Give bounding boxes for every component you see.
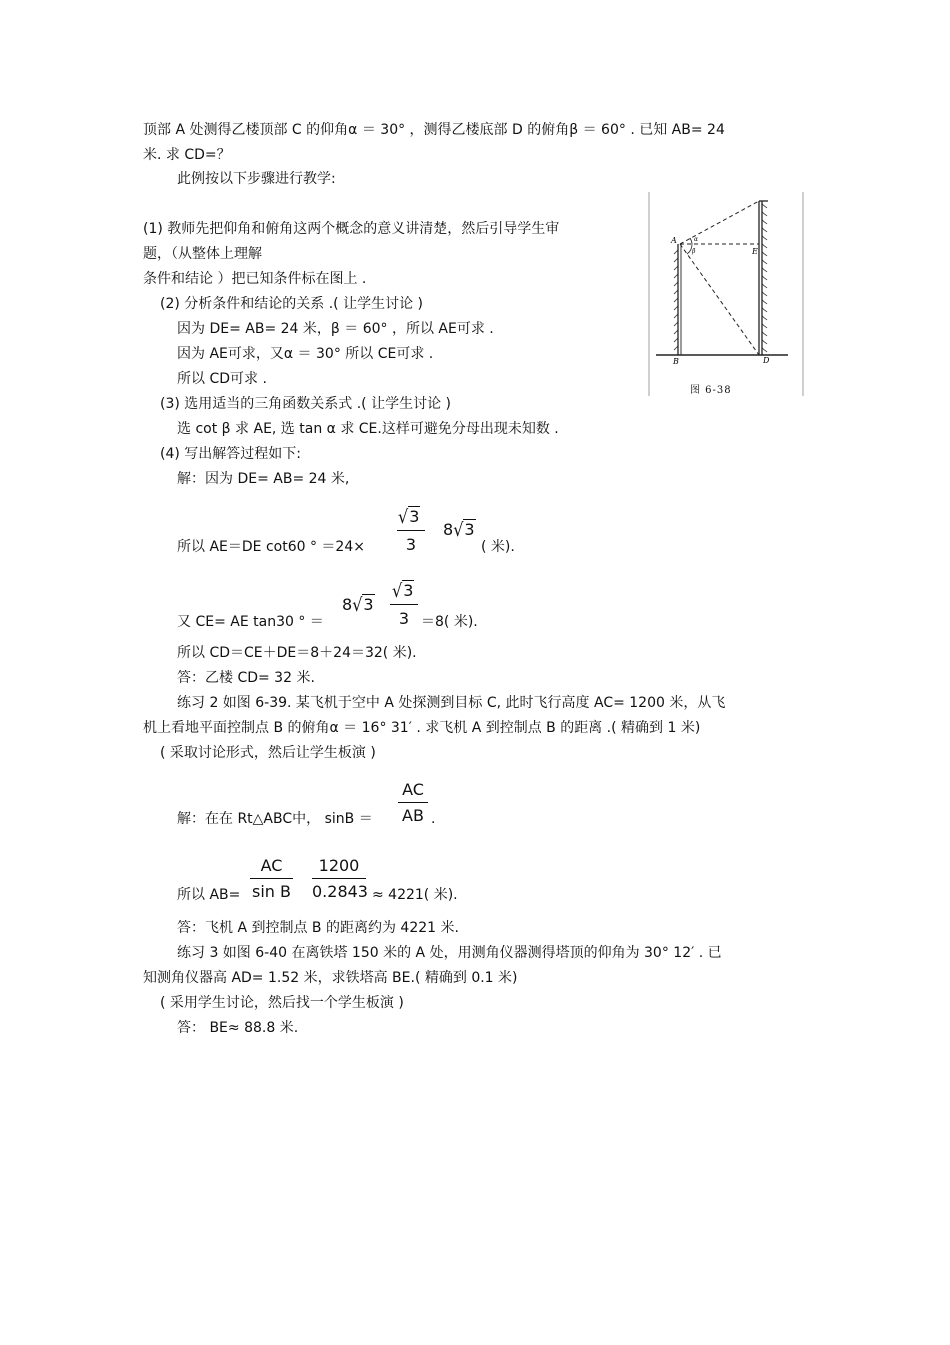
label-a: A xyxy=(671,236,677,245)
exercise-2-answer: 答：飞机 A 到控制点 B 的距离约为 4221 米. xyxy=(177,920,459,936)
ce-fraction-bar xyxy=(390,604,418,605)
solution-answer: 答：乙楼 CD= 32 米. xyxy=(177,670,315,686)
ab-fraction-1-bar xyxy=(250,878,293,879)
sinb-prefix: 解：在在 Rt△ABC中， sinB ＝ xyxy=(177,811,373,827)
intro-line-3: 此例按以下步骤进行教学: xyxy=(177,171,336,187)
ae-fraction-denominator: 3 xyxy=(405,535,417,554)
figure-caption: 图 6-38 xyxy=(690,385,732,396)
ab-fraction-2-denominator: 0.2843 xyxy=(312,882,368,901)
sinb-end: . xyxy=(431,811,436,827)
exercise-3-answer: 答： BE≈ 88.8 米. xyxy=(177,1020,299,1036)
ae-result-radical: 8√3 xyxy=(443,518,475,541)
intro-line-2: 米. 求 CD=？ xyxy=(143,147,231,163)
ae-result-coefficient: 8 xyxy=(443,520,454,539)
exercise-3-line-1: 练习 3 如图 6-40 在离铁塔 150 米的 A 处，用测角仪器测得塔顶的仰角为 30° 12′ . 已 xyxy=(177,945,722,961)
label-b: B xyxy=(673,357,679,366)
label-alpha: α xyxy=(694,236,699,243)
label-e: E xyxy=(752,247,758,256)
exercise-2-line-1: 练习 2 如图 6-39. 某飞机于空中 A 处探测到目标 C, 此时飞行高度 AC= 1200 米，从飞 xyxy=(177,695,726,711)
cd-line: 所以 CD＝CE＋DE＝8＋24＝32( 米). xyxy=(177,645,417,661)
step-3-heading: (3) 选用适当的三角函数关系式 .( 让学生讨论 ) xyxy=(160,396,452,412)
ab-result: ≈ 4221( 米). xyxy=(372,887,458,903)
ae-fraction-numerator: √3 xyxy=(398,505,420,528)
step-2-heading: (2) 分析条件和结论的关系 .( 让学生讨论 ) xyxy=(160,296,424,312)
exercise-2-line-3: ( 采取讨论形式，然后让学生板演 ) xyxy=(160,745,376,761)
ce-fraction-denominator: 3 xyxy=(398,609,410,628)
sinb-fraction-bar xyxy=(398,802,428,803)
ce-radical: 8√3 xyxy=(342,593,374,616)
ae-unit: ( 米). xyxy=(481,539,515,555)
step-2-line-a: 因为 DE= AB= 24 米，β ＝ 60° ，所以 AE可求 . xyxy=(177,321,494,337)
label-beta: β xyxy=(692,248,696,255)
label-d: D xyxy=(763,356,770,365)
sinb-numerator: AC xyxy=(402,780,424,799)
step-1-line-a: (1) 教师先把仰角和俯角这两个概念的意义讲清楚，然后引导学生审 xyxy=(143,221,560,237)
ce-numerator-radicand: 3 xyxy=(403,581,414,600)
ab-fraction-1-denominator: sin B xyxy=(252,882,291,901)
step-4-heading: (4) 写出解答过程如下: xyxy=(160,446,301,462)
ab-fraction-2-bar xyxy=(312,878,366,879)
intro-line-1: 顶部 A 处测得乙楼顶部 C 的仰角α ＝ 30° ，测得乙楼底部 D 的俯角β ＝ 60° . 已知 AB= 24 xyxy=(143,122,725,138)
building-cd-hatching xyxy=(762,204,767,352)
exercise-3-line-2: 知测角仪器高 AD= 1.52 米，求铁塔高 BE.( 精确到 0.1 米) xyxy=(143,970,518,986)
step-1-line-c: 条件和结论 ）把已知条件标在图上 . xyxy=(143,271,367,287)
ab-fraction-2-numerator: 1200 xyxy=(318,856,360,875)
ce-fraction-numerator: √3 xyxy=(392,579,414,602)
solution-line-1: 解：因为 DE= AB= 24 米, xyxy=(177,471,350,487)
figure-6-38 xyxy=(648,192,804,396)
ce-radicand: 3 xyxy=(363,595,374,614)
ab-prefix: 所以 AB= xyxy=(177,887,241,903)
building-diagram xyxy=(648,192,804,396)
ae-numerator-radicand: 3 xyxy=(409,507,420,526)
ce-prefix: 又 CE= AE tan30 ° ＝ xyxy=(177,614,324,630)
step-1-line-b: 题，（从整体上理解 xyxy=(143,246,262,262)
sinb-denominator: AB xyxy=(402,806,424,825)
alpha-arc xyxy=(690,238,692,244)
ce-coefficient: 8 xyxy=(342,595,353,614)
ae-fraction-bar xyxy=(397,530,425,531)
exercise-3-line-3: ( 采用学生讨论，然后找一个学生板演 ) xyxy=(160,995,404,1011)
exercise-2-line-2: 机上看地平面控制点 B 的俯角α ＝ 16° 31′ . 求飞机 A 到控制点 B 的距离 .( 精确到 1 米) xyxy=(143,720,701,736)
step-3-line-a: 选 cot β 求 AE, 选 tan α 求 CE.这样可避免分母出现未知数 . xyxy=(177,421,559,437)
step-2-line-c: 所以 CD可求 . xyxy=(177,371,267,387)
sight-line-ad xyxy=(680,244,759,355)
ab-fraction-1-numerator: AC xyxy=(260,856,283,875)
ae-prefix: 所以 AE＝DE cot60 ° ＝24× xyxy=(177,539,365,555)
sight-line-ac xyxy=(680,201,759,244)
step-2-line-b: 因为 AE可求，又α ＝ 30° 所以 CE可求 . xyxy=(177,346,434,362)
ae-result-radicand: 3 xyxy=(464,520,475,539)
ce-result: ＝8( 米). xyxy=(421,614,478,630)
